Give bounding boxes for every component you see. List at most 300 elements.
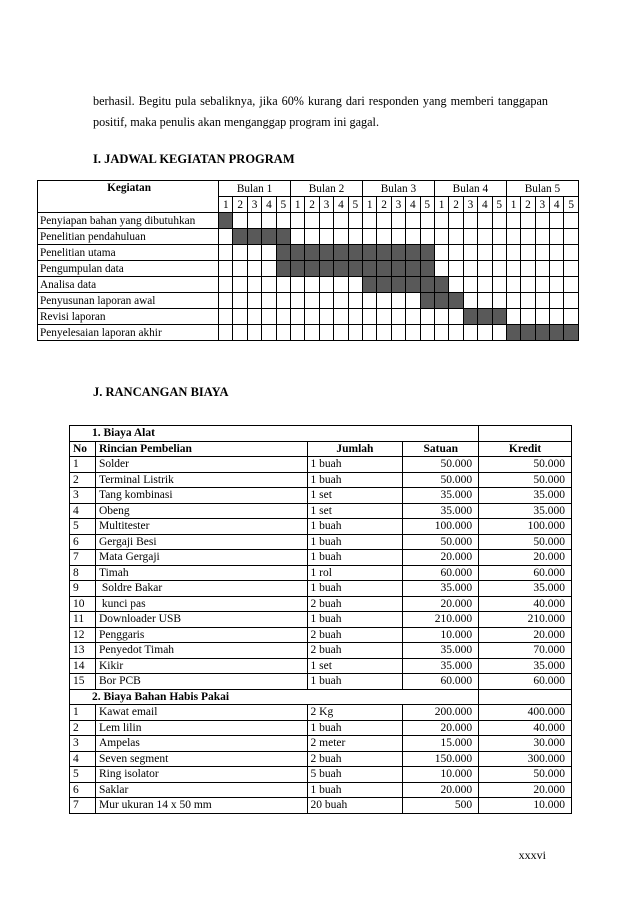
schedule-empty-cell [406,309,420,325]
quantity: 2 buah [307,643,403,659]
schedule-empty-cell [319,213,333,229]
quantity: 1 buah [307,720,403,736]
schedule-bar-cell [406,245,420,261]
schedule-empty-cell [348,325,362,341]
schedule-empty-cell [219,229,233,245]
qty-header: Jumlah [307,441,403,457]
item-name: Penggaris [95,627,307,643]
schedule-empty-cell [305,277,319,293]
schedule-bar-cell [406,261,420,277]
schedule-empty-cell [521,229,535,245]
credit-amount: 300.000 [479,751,572,767]
budget-group-row [70,426,572,442]
schedule-empty-cell [550,229,564,245]
schedule-empty-cell [420,325,434,341]
budget-row [70,550,572,566]
schedule-empty-cell [334,229,348,245]
unit-price: 35.000 [403,488,479,504]
item-name: Ampelas [95,736,307,752]
budget-group-blank [479,426,572,442]
week-number: 2 [449,197,463,213]
schedule-empty-cell [492,261,506,277]
activity-name: Revisi laporan [38,309,219,325]
week-number: 1 [219,197,233,213]
intro-paragraph: berhasil. Begitu pula sebaliknya, jika 60% kurang dari responden yang memberi tanggapan positif, maka penulis akan menganggap program ini gagal. [93,94,548,129]
budget-header-row [70,441,572,457]
schedule-empty-cell [247,293,261,309]
row-number: 2 [70,720,96,736]
week-number: 5 [348,197,362,213]
row-number: 2 [70,472,96,488]
schedule-empty-cell [506,229,520,245]
schedule-row [38,213,579,229]
item-name: Ring isolator [95,767,307,783]
budget-row [70,674,572,690]
schedule-empty-cell [564,293,579,309]
schedule-empty-cell [219,245,233,261]
unit-price: 35.000 [403,658,479,674]
schedule-empty-cell [492,325,506,341]
schedule-empty-cell [233,309,247,325]
unit-price: 20.000 [403,550,479,566]
schedule-empty-cell [319,277,333,293]
schedule-empty-cell [276,325,290,341]
activity-name: Penyusunan laporan awal [38,293,219,309]
unit-price: 60.000 [403,674,479,690]
schedule-empty-cell [334,309,348,325]
item-name: Obeng [95,503,307,519]
schedule-empty-cell [233,325,247,341]
item-name: Tang kombinasi [95,488,307,504]
quantity: 20 buah [307,798,403,814]
row-number: 10 [70,596,96,612]
item-name: Terminal Listrik [95,472,307,488]
credit-amount: 50.000 [479,457,572,473]
schedule-empty-cell [377,229,391,245]
credit-amount: 35.000 [479,488,572,504]
schedule-bar-cell [550,325,564,341]
schedule-bar-cell [377,261,391,277]
budget-row [70,488,572,504]
schedule-bar-cell [247,229,261,245]
schedule-empty-cell [406,325,420,341]
week-number: 5 [276,197,290,213]
credit-amount: 30.000 [479,736,572,752]
schedule-empty-cell [348,277,362,293]
activity-header: Kegiatan [38,181,219,213]
unit-price: 20.000 [403,782,479,798]
schedule-empty-cell [319,309,333,325]
schedule-empty-cell [564,309,579,325]
schedule-empty-cell [463,325,477,341]
schedule-empty-cell [434,229,448,245]
week-number: 4 [478,197,492,213]
budget-row [70,736,572,752]
schedule-empty-cell [434,245,448,261]
row-number: 5 [70,767,96,783]
row-number: 3 [70,736,96,752]
quantity: 1 buah [307,519,403,535]
activity-name: Penelitian utama [38,245,219,261]
schedule-bar-cell [564,325,579,341]
week-number: 4 [550,197,564,213]
activity-name: Pengumpulan data [38,261,219,277]
quantity: 1 buah [307,472,403,488]
schedule-empty-cell [348,213,362,229]
schedule-bar-cell [291,261,305,277]
schedule-empty-cell [449,245,463,261]
unit-price: 20.000 [403,596,479,612]
schedule-bar-cell [233,229,247,245]
schedule-empty-cell [434,213,448,229]
row-number: 13 [70,643,96,659]
schedule-bar-cell [449,293,463,309]
schedule-empty-cell [219,293,233,309]
schedule-empty-cell [492,213,506,229]
row-number: 9 [70,581,96,597]
schedule-empty-cell [506,277,520,293]
week-number: 4 [334,197,348,213]
credit-amount: 50.000 [479,767,572,783]
budget-row [70,643,572,659]
credit-amount: 10.000 [479,798,572,814]
schedule-empty-cell [550,293,564,309]
row-number: 7 [70,550,96,566]
unit-price: 500 [403,798,479,814]
schedule-bar-cell [391,245,405,261]
schedule-bar-cell [521,325,535,341]
schedule-empty-cell [247,277,261,293]
quantity: 1 buah [307,581,403,597]
schedule-empty-cell [247,309,261,325]
schedule-empty-cell [449,229,463,245]
credit-amount: 20.000 [479,627,572,643]
schedule-empty-cell [233,213,247,229]
schedule-empty-cell [348,309,362,325]
unit-price: 10.000 [403,627,479,643]
schedule-bar-cell [348,245,362,261]
week-number: 1 [506,197,520,213]
schedule-empty-cell [305,309,319,325]
item-header: Rincian Pembelian [95,441,307,457]
item-name: kunci pas [95,596,307,612]
schedule-empty-cell [233,245,247,261]
budget-row [70,472,572,488]
unit-price: 50.000 [403,457,479,473]
schedule-empty-cell [506,293,520,309]
item-name: Seven segment [95,751,307,767]
budget-row [70,627,572,643]
schedule-empty-cell [434,325,448,341]
credit-amount: 35.000 [479,503,572,519]
row-number: 15 [70,674,96,690]
schedule-empty-cell [478,229,492,245]
week-number: 5 [492,197,506,213]
quantity: 1 rol [307,565,403,581]
credit-amount: 40.000 [479,596,572,612]
schedule-bar-cell [362,277,376,293]
row-number: 14 [70,658,96,674]
week-number: 5 [420,197,434,213]
schedule-bar-cell [291,245,305,261]
schedule-empty-cell [377,309,391,325]
week-number: 3 [535,197,549,213]
quantity: 2 meter [307,736,403,752]
quantity: 1 buah [307,550,403,566]
unit-price: 50.000 [403,472,479,488]
schedule-empty-cell [463,293,477,309]
schedule-empty-cell [521,309,535,325]
schedule-empty-cell [478,293,492,309]
week-number: 1 [291,197,305,213]
schedule-empty-cell [219,309,233,325]
schedule-row [38,261,579,277]
schedule-empty-cell [406,213,420,229]
schedule-empty-cell [463,261,477,277]
budget-group-blank [479,689,572,705]
schedule-empty-cell [506,245,520,261]
schedule-bar-cell [276,261,290,277]
row-number: 6 [70,782,96,798]
schedule-table [37,180,579,341]
schedule-empty-cell [276,213,290,229]
budget-group-title: 1. Biaya Alat [70,426,479,442]
schedule-bar-cell [305,245,319,261]
schedule-bar-cell [319,261,333,277]
activity-name: Analisa data [38,277,219,293]
schedule-empty-cell [276,309,290,325]
activity-name: Penyelesaian laporan akhir [38,325,219,341]
schedule-empty-cell [262,277,276,293]
schedule-empty-cell [348,293,362,309]
budget-row [70,720,572,736]
schedule-empty-cell [219,261,233,277]
schedule-empty-cell [319,325,333,341]
quantity: 1 buah [307,612,403,628]
item-name: Bor PCB [95,674,307,690]
row-number: 1 [70,705,96,721]
budget-group-row [70,689,572,705]
schedule-empty-cell [420,309,434,325]
week-number: 3 [463,197,477,213]
credit-amount: 35.000 [479,658,572,674]
row-number: 6 [70,534,96,550]
item-name: Solder [95,457,307,473]
schedule-empty-cell [478,277,492,293]
quantity: 1 buah [307,457,403,473]
unit-price: 150.000 [403,751,479,767]
quantity: 2 buah [307,751,403,767]
unit-price: 35.000 [403,643,479,659]
schedule-empty-cell [535,245,549,261]
schedule-empty-cell [362,213,376,229]
schedule-bar-cell [319,245,333,261]
schedule-empty-cell [362,229,376,245]
activity-name: Penelitian pendahuluan [38,229,219,245]
item-name: Mata Gergaji [95,550,307,566]
row-number: 5 [70,519,96,535]
credit-amount: 40.000 [479,720,572,736]
budget-row [70,798,572,814]
schedule-empty-cell [362,293,376,309]
budget-table [69,425,572,814]
schedule-empty-cell [334,277,348,293]
schedule-empty-cell [291,309,305,325]
schedule-empty-cell [233,277,247,293]
schedule-empty-cell [420,213,434,229]
schedule-empty-cell [535,277,549,293]
budget-row [70,782,572,798]
schedule-empty-cell [478,325,492,341]
quantity: 1 set [307,488,403,504]
schedule-empty-cell [291,229,305,245]
row-number: 4 [70,503,96,519]
week-number: 3 [391,197,405,213]
schedule-empty-cell [319,229,333,245]
schedule-bar-cell [420,293,434,309]
week-number: 2 [377,197,391,213]
week-number: 2 [521,197,535,213]
schedule-bar-cell [377,277,391,293]
item-name: Gergaji Besi [95,534,307,550]
schedule-bar-cell [492,309,506,325]
schedule-empty-cell [362,309,376,325]
schedule-bar-cell [478,309,492,325]
month-header: Bulan 4 [434,181,506,197]
credit-amount: 70.000 [479,643,572,659]
schedule-empty-cell [262,245,276,261]
schedule-row [38,229,579,245]
schedule-empty-cell [564,229,579,245]
row-number: 8 [70,565,96,581]
unit-price: 100.000 [403,519,479,535]
budget-row [70,612,572,628]
item-name: Saklar [95,782,307,798]
credit-header: Kredit [479,441,572,457]
schedule-empty-cell [377,293,391,309]
row-number: 3 [70,488,96,504]
page-number: xxxvi [518,848,546,862]
item-name: Downloader USB [95,612,307,628]
quantity: 2 buah [307,627,403,643]
budget-row [70,751,572,767]
schedule-empty-cell [262,325,276,341]
schedule-empty-cell [564,245,579,261]
schedule-empty-cell [276,277,290,293]
schedule-empty-cell [463,213,477,229]
schedule-empty-cell [478,213,492,229]
schedule-empty-cell [233,293,247,309]
unit-price: 200.000 [403,705,479,721]
schedule-empty-cell [434,261,448,277]
schedule-empty-cell [334,325,348,341]
schedule-bar-cell [362,261,376,277]
schedule-row [38,277,579,293]
schedule-empty-cell [449,277,463,293]
week-number: 3 [319,197,333,213]
week-number: 1 [434,197,448,213]
quantity: 1 set [307,658,403,674]
credit-amount: 60.000 [479,674,572,690]
schedule-row [38,309,579,325]
schedule-header-row [38,181,579,197]
schedule-empty-cell [535,261,549,277]
section-i-title: I. JADWAL KEGIATAN PROGRAM [93,152,295,166]
schedule-bar-cell [219,213,233,229]
schedule-row [38,293,579,309]
schedule-empty-cell [305,213,319,229]
schedule-empty-cell [463,229,477,245]
budget-row [70,767,572,783]
no-header: No [70,441,96,457]
schedule-bar-cell [434,293,448,309]
unit-price: 60.000 [403,565,479,581]
schedule-bar-cell [420,261,434,277]
schedule-empty-cell [291,277,305,293]
schedule-empty-cell [449,309,463,325]
schedule-empty-cell [247,245,261,261]
unit-price: 35.000 [403,581,479,597]
unit-price: 35.000 [403,503,479,519]
week-number: 4 [406,197,420,213]
schedule-empty-cell [564,277,579,293]
row-number: 7 [70,798,96,814]
week-number: 4 [262,197,276,213]
quantity: 2 Kg [307,705,403,721]
schedule-bar-cell [305,261,319,277]
schedule-empty-cell [377,213,391,229]
row-number: 11 [70,612,96,628]
credit-amount: 50.000 [479,472,572,488]
item-name: Multitester [95,519,307,535]
quantity: 1 buah [307,674,403,690]
quantity: 1 set [307,503,403,519]
unit-header: Satuan [403,441,479,457]
item-name: Mur ukuran 14 x 50 mm [95,798,307,814]
schedule-bar-cell [276,245,290,261]
schedule-bar-cell [262,229,276,245]
budget-row [70,658,572,674]
budget-row [70,581,572,597]
row-number: 12 [70,627,96,643]
budget-row [70,457,572,473]
schedule-empty-cell [334,213,348,229]
schedule-empty-cell [291,325,305,341]
schedule-empty-cell [305,325,319,341]
schedule-empty-cell [276,293,290,309]
credit-amount: 20.000 [479,550,572,566]
budget-group-title: 2. Biaya Bahan Habis Pakai [70,689,479,705]
schedule-empty-cell [521,293,535,309]
item-name: Soldre Bakar [95,581,307,597]
credit-amount: 50.000 [479,534,572,550]
schedule-bar-cell [506,325,520,341]
schedule-bar-cell [276,229,290,245]
schedule-bar-cell [348,261,362,277]
schedule-empty-cell [391,309,405,325]
credit-amount: 35.000 [479,581,572,597]
schedule-bar-cell [535,325,549,341]
week-number: 3 [247,197,261,213]
week-number: 2 [305,197,319,213]
schedule-empty-cell [291,213,305,229]
schedule-bar-cell [420,277,434,293]
unit-price: 210.000 [403,612,479,628]
budget-row [70,519,572,535]
activity-name: Penyiapan bahan yang dibutuhkan [38,213,219,229]
item-name: Lem lilin [95,720,307,736]
unit-price: 15.000 [403,736,479,752]
